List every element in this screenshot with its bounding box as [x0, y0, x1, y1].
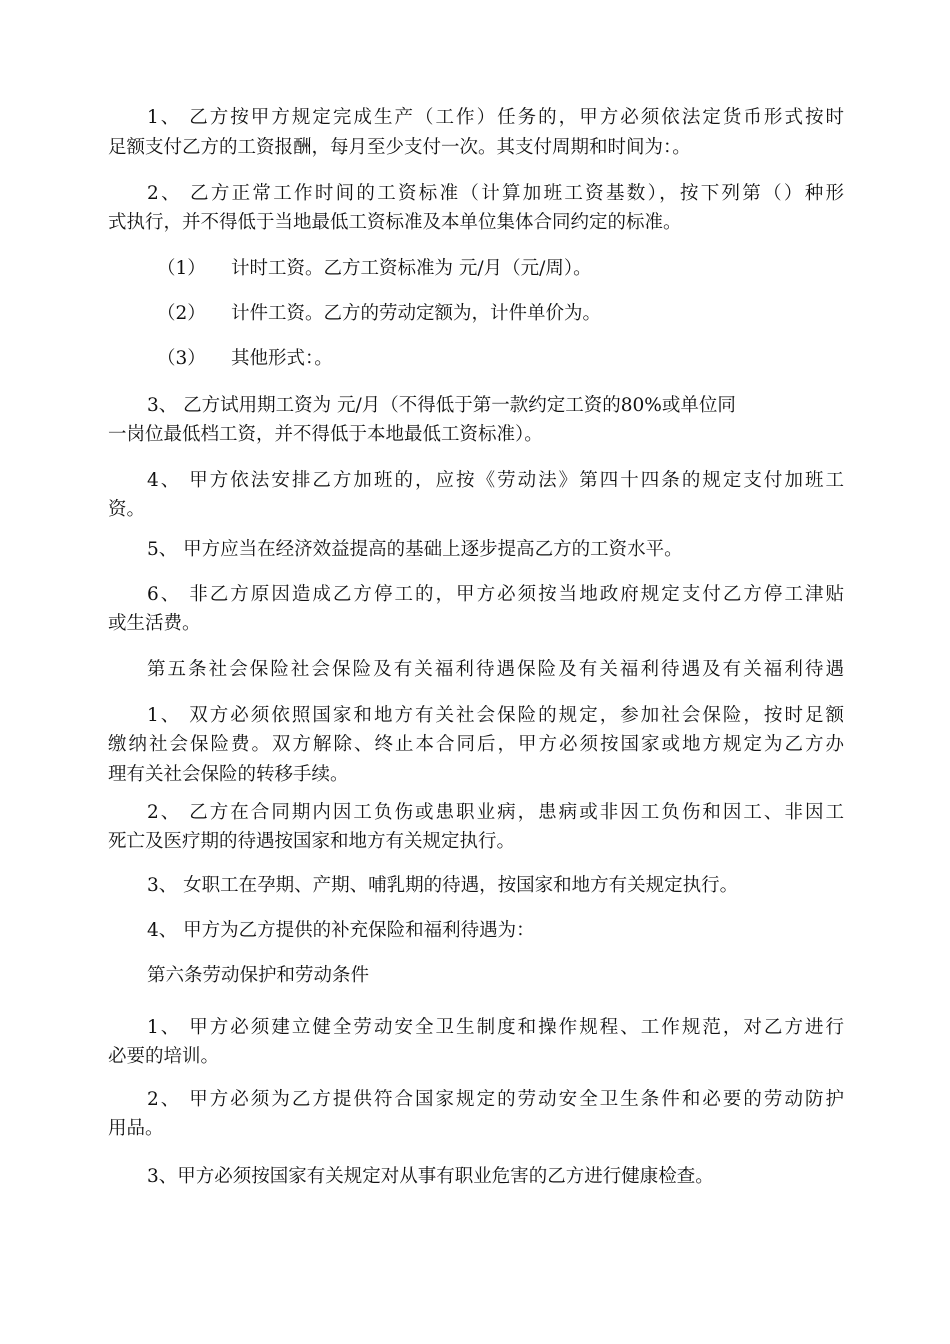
paragraph-2-line-2: 式执行，并不得低于当地最低工资标准及本单位集体合同约定的标准。 — [108, 212, 682, 233]
article-6-paragraph-2-line-1: 2、 甲方必须为乙方提供符合国家规定的劳动安全卫生条件和必要的劳动防护 — [147, 1089, 844, 1110]
paragraph-2-line-1: 2、 乙方正常工作时间的工资标准（计算加班工资基数），按下列第（）种形 — [147, 183, 844, 204]
article-5-paragraph-1-line-1: 1、 双方必须依照国家和地方有关社会保险的规定，参加社会保险，按时足额 — [147, 705, 844, 726]
article-5-paragraph-4: 4、 甲方为乙方提供的补充保险和福利待遇为： — [147, 920, 535, 941]
paragraph-5: 5、 甲方应当在经济效益提高的基础上逐步提高乙方的工资水平。 — [147, 539, 683, 560]
article-6-paragraph-3: 3、甲方必须按国家有关规定对从事有职业危害的乙方进行健康检查。 — [147, 1166, 714, 1187]
option-2-number: （2） — [157, 303, 206, 324]
paragraph-1-line-1: 1、 乙方按甲方规定完成生产（工作）任务的，甲方必须依法定货币形式按时 — [147, 107, 844, 128]
paragraph-6-line-1: 6、 非乙方原因造成乙方停工的，甲方必须按当地政府规定支付乙方停工津贴 — [147, 584, 844, 605]
option-2-text: 计件工资。乙方的劳动定额为，计件单价为。 — [231, 303, 602, 324]
article-5-title: 第五条社会保险社会保险及有关福利待遇保险及有关福利待遇及有关福利待遇 — [147, 659, 844, 680]
paragraph-4-line-2: 资。 — [108, 499, 146, 520]
option-1-text: 计时工资。乙方工资标准为 元/月（元/周）。 — [231, 258, 592, 279]
article-6-paragraph-1-line-1: 1、 甲方必须建立健全劳动安全卫生制度和操作规程、工作规范，对乙方进行 — [147, 1017, 844, 1038]
paragraph-3-line-1: 3、 乙方试用期工资为 元/月（不得低于第一款约定工资的80%或单位同 — [147, 395, 736, 416]
option-1-number: （1） — [157, 258, 206, 279]
paragraph-3-line-2: 一岗位最低档工资，并不得低于本地最低工资标准）。 — [108, 424, 543, 445]
article-5-paragraph-3: 3、 女职工在孕期、产期、哺乳期的待遇，按国家和地方有关规定执行。 — [147, 875, 739, 896]
article-5-paragraph-1-line-3: 理有关社会保险的转移手续。 — [108, 764, 349, 785]
option-3-number: （3） — [157, 348, 206, 369]
paragraph-6-line-2: 或生活费。 — [108, 613, 201, 634]
article-5-paragraph-2-line-1: 2、 乙方在合同期内因工负伤或患职业病，患病或非因工负伤和因工、非因工 — [147, 802, 844, 823]
article-5-paragraph-2-line-2: 死亡及医疗期的待遇按国家和地方有关规定执行。 — [108, 831, 516, 852]
article-5-paragraph-1-line-2: 缴纳社会保险费。双方解除、终止本合同后，甲方必须按国家或地方规定为乙方办 — [108, 734, 844, 755]
paragraph-1-line-2: 足额支付乙方的工资报酬，每月至少支付一次。其支付周期和时间为：。 — [108, 137, 691, 158]
article-6-paragraph-2-line-2: 用品。 — [108, 1118, 164, 1139]
option-3-text: 其他形式：。 — [231, 348, 333, 369]
article-6-title: 第六条劳动保护和劳动条件 — [147, 965, 370, 986]
article-6-paragraph-1-line-2: 必要的培训。 — [108, 1046, 220, 1067]
paragraph-4-line-1: 4、 甲方依法安排乙方加班的，应按《劳动法》第四十四条的规定支付加班工 — [147, 470, 844, 491]
